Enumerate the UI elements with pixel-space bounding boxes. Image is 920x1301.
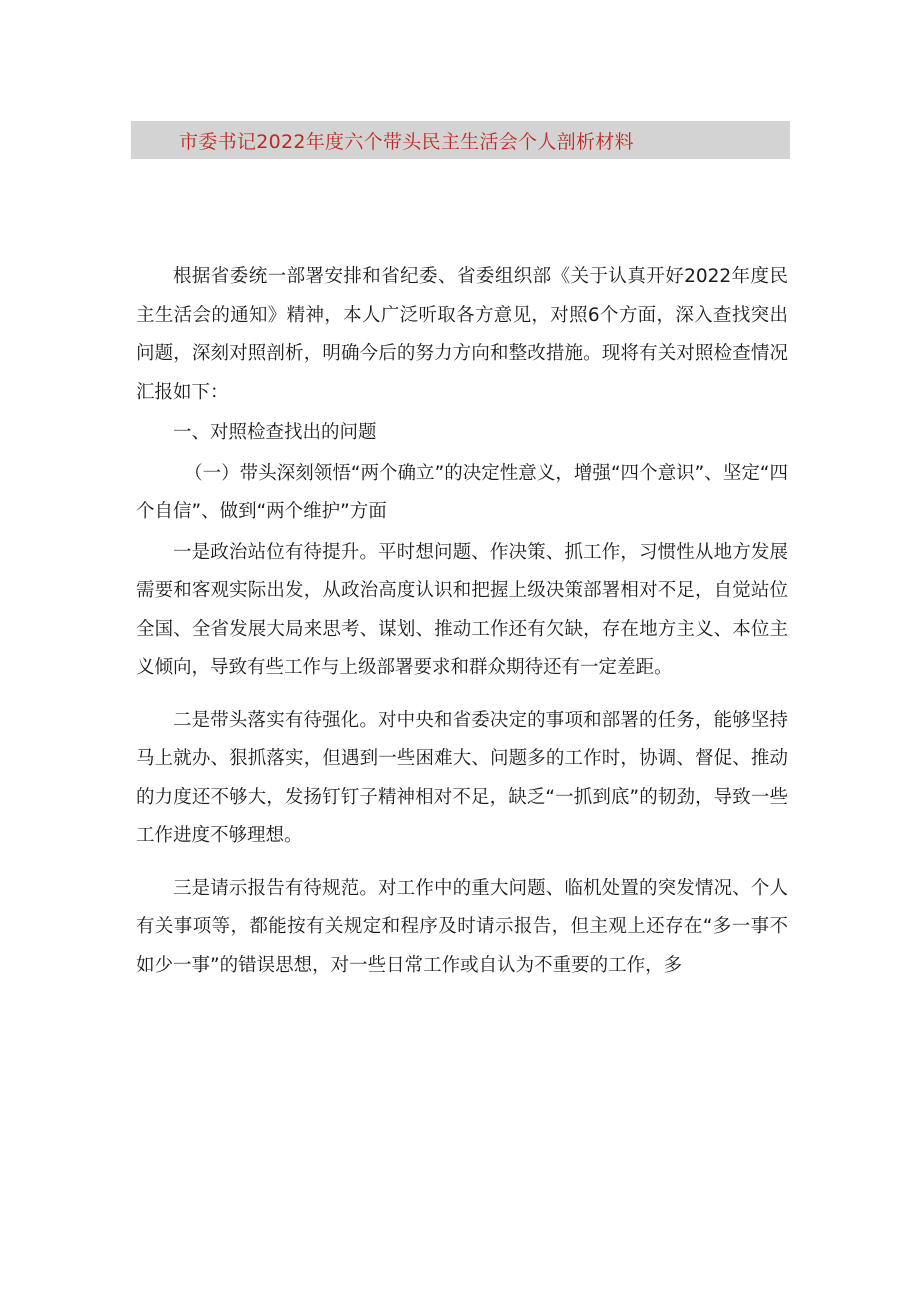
- intro-paragraph: 根据省委统一部署安排和省纪委、省委组织部《关于认真开好2022年度民主生活会的通知》精神，本人广泛听取各方意见，对照6个方面，深入查找突出问题，深刻对照剖析，明确今后的努力方向和整改措施。现将有关对照检查情况汇报如下：: [136, 266, 788, 403]
- document-body: [136, 258, 788, 985]
- document-title: 市委书记2022年度六个带头民主生活会个人剖析材料: [179, 130, 634, 153]
- point-paragraph-two: 二是带头落实有待强化。对中央和省委决定的事项和部署的任务，能够坚持马上就办、狠抓落实，但遇到一些困难大、问题多的工作时，协调、督促、推动的力度还不够大，发扬钉钉子精神相对不足，缺乏“一抓到底”的韧劲，导致一些工作进度不够理想。: [136, 709, 788, 846]
- section-heading: 一、对照检查找出的问题: [173, 422, 377, 443]
- subsection-heading: （一）带头深刻领悟“两个确立”的决定性意义，增强“四个意识”、坚定“四个自信”、做到“两个维护”方面: [136, 462, 788, 522]
- title-banner: [131, 121, 790, 159]
- point-paragraph-three: 三是请示报告有待规范。对工作中的重大问题、临机处置的突发情况、个人有关事项等，都能按有关规定和程序及时请示报告，但主观上还存在“多一事不如少一事”的错误思想，对一些日常工作或自认为不重要的工作，多: [136, 877, 788, 976]
- point-paragraph-one: 一是政治站位有待提升。平时想问题、作决策、抓工作，习惯性从地方发展需要和客观实际出发，从政治高度认识和把握上级决策部署相对不足，自觉站位全国、全省发展大局来思考、谋划、推动工作还有欠缺，存在地方主义、本位主义倾向，导致有些工作与上级部署要求和群众期待还有一定差距。: [136, 541, 788, 678]
